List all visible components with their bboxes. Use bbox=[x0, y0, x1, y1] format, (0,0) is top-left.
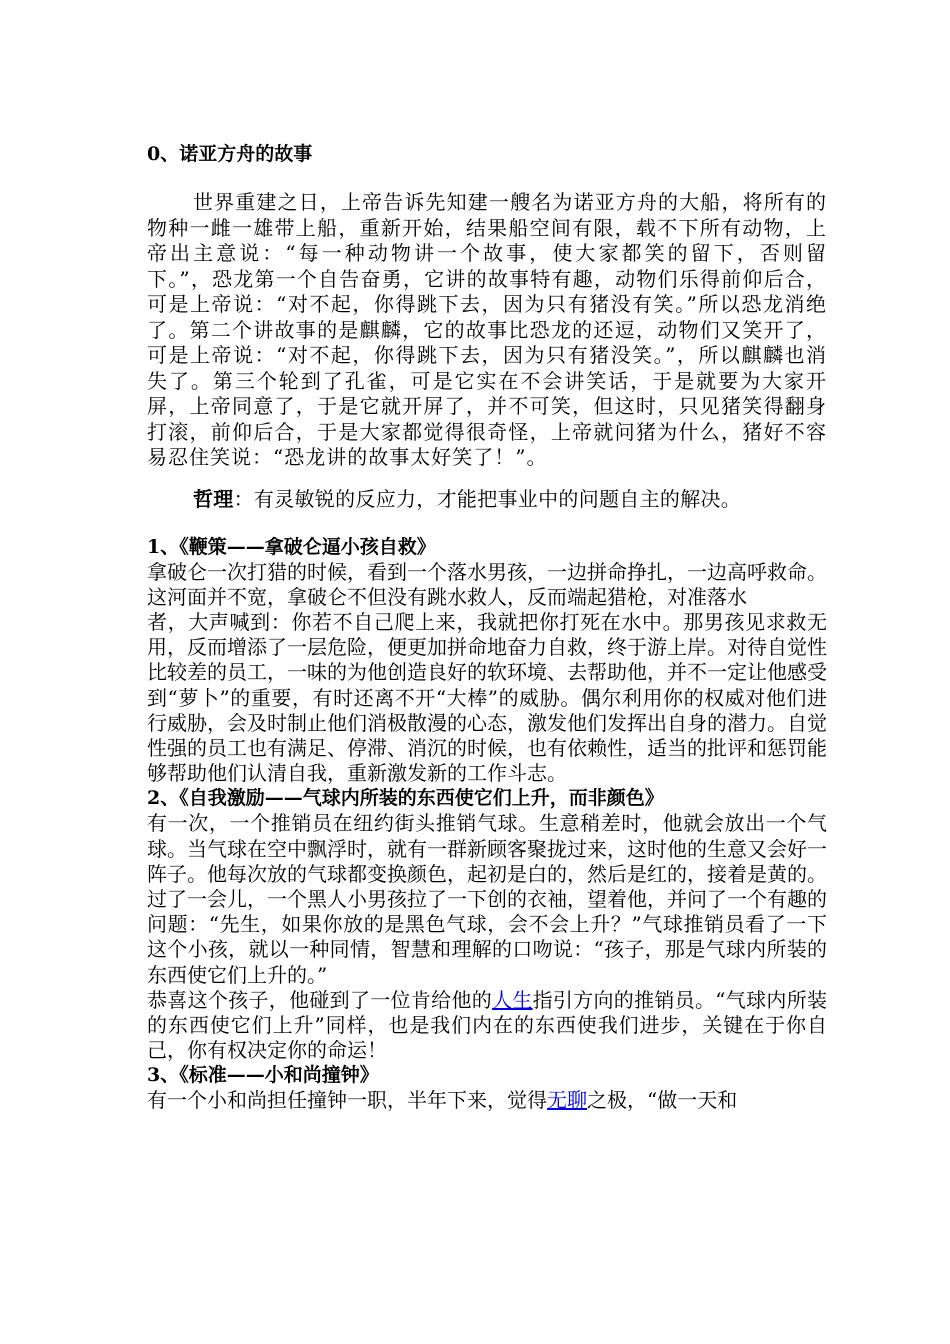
section-2-paragraph-2: 过了一会儿，一个黑人小男孩拉了一下创的衣袖，望着他，并问了一个有趣的问题：“先生，如果你放的是黑色气球，会不会上升？”气球推销员看了一下这个小孩，就以一种同情，智慧和理解的口吻说：“孩子，那是气球内所装的东西使它们上升的。” bbox=[147, 886, 827, 987]
section-0-moral bbox=[147, 485, 827, 513]
section-0-story: 世界重建之日，上帝告诉先知建一艘名为诺亚方舟的大船，将所有的物种一雌一雄带上船，重新开始，结果船空间有限，载不下所有动物，上帝出主意说：“每一种动物讲一个故事，使大家都笑的留下，否则留下。”，恐龙第一个自告奋勇，它讲的故事特有趣，动物们乐得前仰后合，可是上帝说：“对不起，你得跳下去，因为只有猪没有笑。”所以恐龙消绝了。第二个讲故事的是麒麟，它的故事比恐龙的还逗，动物们又笑开了，可是上帝说：“对不起，你得跳下去，因为只有猪没笑。”，所以麒麟也消失了。第三个轮到了孔雀，可是它实在不会讲笑话，于是就要为大家开屏，上帝同意了，于是它就开屏了，并不可笑，但这时，只见猪笑得翻身打滚，前仰后合，于是大家都觉得很奇怪，上帝就问猪为什么，猪好不容易忍住笑说：“恐龙讲的故事太好笑了！”。 bbox=[147, 190, 827, 469]
section-1-paragraph-2: 者，大声喊到：你若不自己爬上来，我就把你打死在水中。那男孩见求救无用，反而增添了一层危险，便更加拼命地奋力自救，终于游上岸。对待自觉性比较差的员工，一味的为他创造良好的软环境、去帮助他，并不一定让他感受到“萝卜”的重要，有时还离不开“大棒”的威胁。偶尔利用你的权威对他们进行威胁，会及时制止他们消极散漫的心态，激发他们发挥出自身的潜力。自觉性强的员工也有满足、停滞、消沉的时候，也有依赖性，适当的批评和惩罚能够帮助他们认清自我，重新激发新的工作斗志。 bbox=[147, 609, 827, 786]
link-boring[interactable]: 无聊 bbox=[547, 1088, 587, 1113]
section-1-title: 1、《鞭策——拿破仑逼小孩自救》 bbox=[147, 535, 436, 558]
section-2-paragraph-1: 有一次，一个推销员在纽约街头推销气球。生意稍差时，他就会放出一个气球。当气球在空中飘浮时，就有一群新顾客聚拢过来，这时他的生意又会好一阵子。他每次放的气球都变换颜色，起初是白的，然后是红的，接着是黄的。 bbox=[147, 811, 827, 886]
section-3-title: 3、《标准——小和尚撞钟》 bbox=[147, 1064, 379, 1087]
section-3-paragraph-1-before: 有一个小和尚担任撞钟一职，半年下来，觉得 bbox=[147, 1088, 547, 1113]
section-2-title: 2、《自我激励——气球内所装的东西使它们上升，而非颜色》 bbox=[147, 787, 664, 810]
link-life[interactable]: 人生 bbox=[492, 987, 533, 1012]
section-3-paragraph-1-after: 之极，“做一天和 bbox=[587, 1088, 738, 1113]
document-page bbox=[147, 140, 827, 1114]
section-0-title: 0、诺亚方舟的故事 bbox=[147, 143, 313, 165]
section-2-paragraph-3-before: 恭喜这个孩子，他碰到了一位肯给他的 bbox=[147, 987, 493, 1012]
moral-text: ：有灵敏锐的反应力，才能把事业中的问题自主的解决。 bbox=[233, 486, 742, 511]
section-2-paragraph-3-after: 指引方向的推销员。“气球内所装的东西使它们上升”同样，也是我们内在的东西使我们进步，关键在于你自己，你有权决定你的命运！ bbox=[147, 987, 827, 1063]
section-2-paragraph-3 bbox=[147, 988, 827, 1064]
section-3-paragraph-1 bbox=[147, 1088, 827, 1113]
moral-label: 哲理 bbox=[193, 486, 234, 511]
section-1-paragraph-1: 拿破仑一次打猎的时候，看到一个落水男孩，一边拼命挣扎，一边高呼救命。这河面并不宽，拿破仑不但没有跳水救人，反而端起猎枪，对准落水 bbox=[147, 559, 827, 609]
